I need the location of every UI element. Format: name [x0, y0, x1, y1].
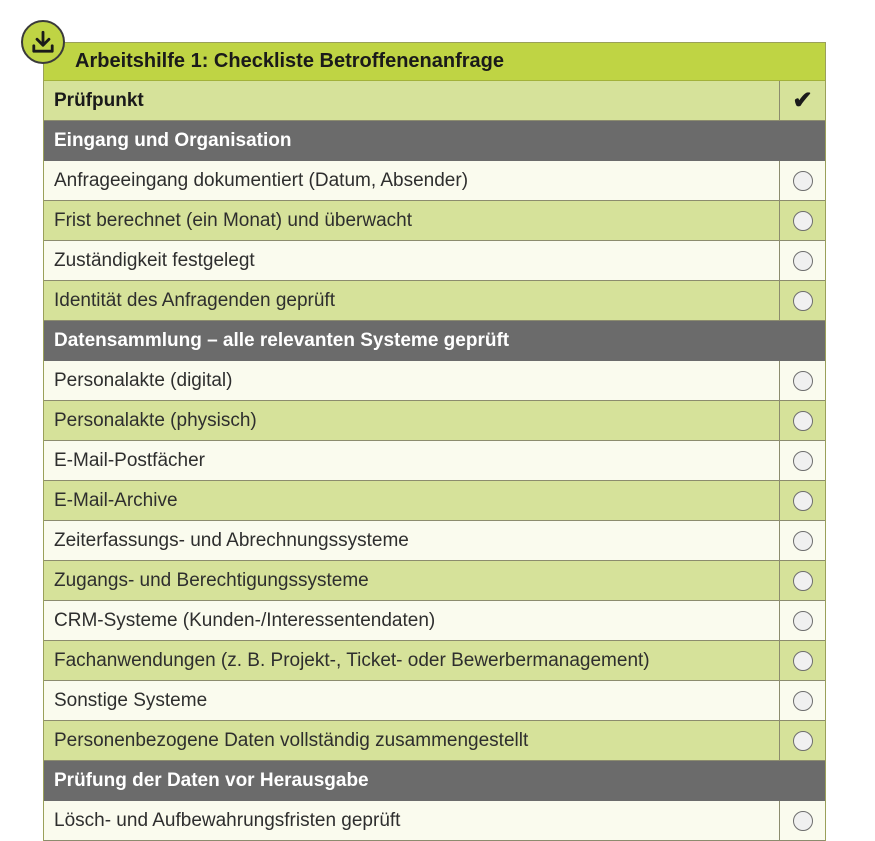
checklist-item-label: Identität des Anfragenden geprüft [54, 289, 335, 311]
checklist-item-checkbox[interactable] [793, 411, 813, 431]
checklist-item-label: Anfrageeingang dokumentiert (Datum, Absender) [54, 169, 469, 191]
checklist-item-label: Sonstige Systeme [54, 689, 208, 711]
checklist-item-label: Fachanwendungen (z. B. Projekt-, Ticket- oder Bewerbermanagement) [54, 649, 650, 671]
checklist-item-check-cell [779, 441, 825, 480]
checklist-item-checkbox[interactable] [793, 731, 813, 751]
checklist-item-label: Personalakte (digital) [54, 369, 233, 391]
checklist-title: Arbeitshilfe 1: Checkliste Betroffenenanfrage [75, 50, 504, 72]
checklist-item-label: E-Mail-Postfächer [54, 449, 205, 471]
checklist-item-check-cell [779, 681, 825, 720]
checklist-item-row [44, 361, 825, 401]
checklist-item-checkbox[interactable] [793, 171, 813, 191]
checklist-item-check-cell [779, 201, 825, 240]
checklist-item-checkbox[interactable] [793, 571, 813, 591]
checklist-item-label: CRM-Systeme (Kunden-/Interessentendaten) [54, 609, 436, 631]
column-header-check [779, 81, 825, 120]
checklist-item-checkbox[interactable] [793, 371, 813, 391]
section-header-row [44, 321, 825, 361]
checklist-item-check-cell [779, 481, 825, 520]
checklist-body [44, 121, 825, 841]
checklist-item-row [44, 521, 825, 561]
checklist-item-check-cell [779, 601, 825, 640]
section-title: Eingang und Organisation [54, 129, 292, 151]
checklist-item-row [44, 281, 825, 321]
section-header-row [44, 761, 825, 801]
checklist-item-label: Personenbezogene Daten vollständig zusammengestellt [54, 729, 529, 751]
checklist-item-row [44, 401, 825, 441]
checklist-item-check-cell [779, 641, 825, 680]
checklist-item-label: Frist berechnet (ein Monat) und überwacht [54, 209, 413, 231]
checklist-item-check-cell [779, 721, 825, 760]
checklist-item-checkbox[interactable] [793, 531, 813, 551]
checklist-item-checkbox[interactable] [793, 611, 813, 631]
checklist-item-row [44, 441, 825, 481]
checklist-table [43, 42, 826, 841]
checklist-item-row [44, 681, 825, 721]
checklist-item-label: Lösch- und Aufbewahrungsfristen geprüft [54, 809, 401, 831]
checklist-item-checkbox[interactable] [793, 251, 813, 271]
checklist-item-checkbox[interactable] [793, 451, 813, 471]
checkmark-icon: ✔ [792, 87, 813, 114]
checklist-item-row [44, 721, 825, 761]
download-icon [30, 29, 56, 55]
checklist-item-row [44, 201, 825, 241]
checklist-item-check-cell [779, 561, 825, 600]
checklist-item-row [44, 561, 825, 601]
checklist-item-checkbox[interactable] [793, 211, 813, 231]
checklist-title-bar [44, 43, 825, 81]
checklist-item-label: Zugangs- und Berechtigungssysteme [54, 569, 369, 591]
checklist-item-checkbox[interactable] [793, 651, 813, 671]
checklist-item-checkbox[interactable] [793, 691, 813, 711]
checklist-item-check-cell [779, 161, 825, 200]
checklist-item-row [44, 241, 825, 281]
checklist-item-checkbox[interactable] [793, 291, 813, 311]
checklist-item-row [44, 801, 825, 841]
table-header-row [44, 81, 825, 121]
checklist-item-row [44, 641, 825, 681]
section-title: Datensammlung – alle relevanten Systeme geprüft [54, 329, 510, 351]
checklist-item-check-cell [779, 361, 825, 400]
checklist-item-row [44, 601, 825, 641]
checklist-item-label: Zuständigkeit festgelegt [54, 249, 255, 271]
checklist-item-row [44, 161, 825, 201]
checklist-item-label: Personalakte (physisch) [54, 409, 257, 431]
checklist-item-label: Zeiterfassungs- und Abrechnungssysteme [54, 529, 409, 551]
column-header-pruefpunkt: Prüfpunkt [54, 89, 144, 111]
checklist-item-check-cell [779, 521, 825, 560]
section-title: Prüfung der Daten vor Herausgabe [54, 769, 369, 791]
checklist-item-check-cell [779, 401, 825, 440]
download-button[interactable] [21, 20, 65, 64]
checklist-item-checkbox[interactable] [793, 491, 813, 511]
checklist-item-row [44, 481, 825, 521]
checklist-item-label: E-Mail-Archive [54, 489, 178, 511]
checklist-item-check-cell [779, 241, 825, 280]
section-header-row [44, 121, 825, 161]
checklist-item-check-cell [779, 281, 825, 320]
